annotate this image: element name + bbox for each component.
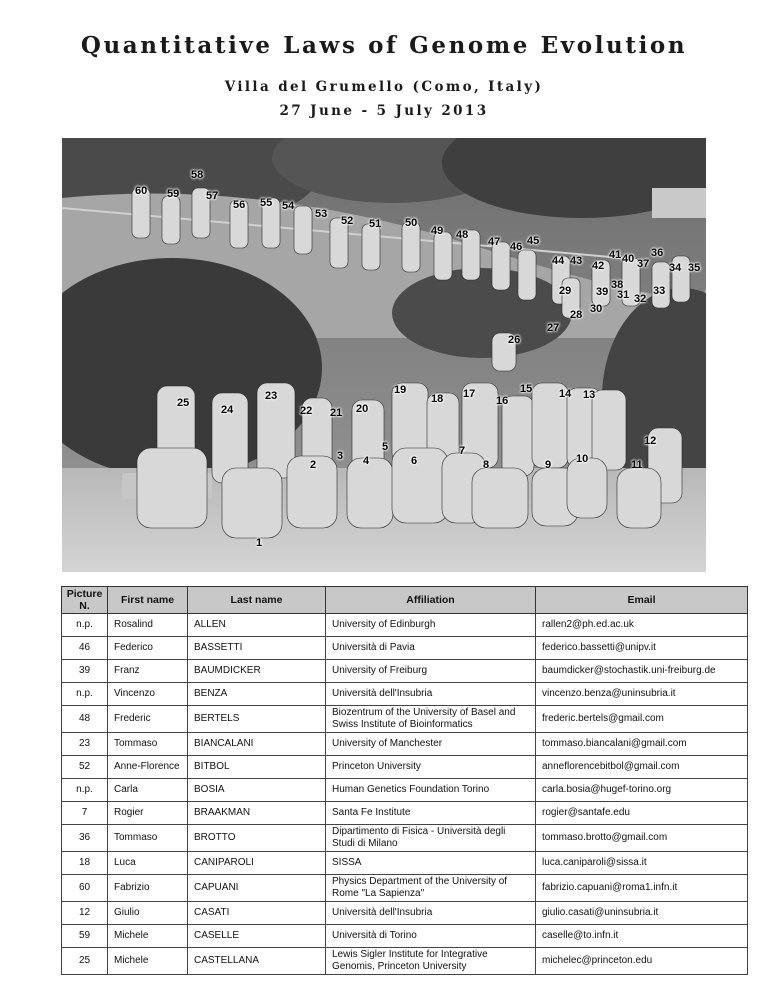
cell-first-name: Luca <box>108 852 188 875</box>
photo-label: 52 <box>341 215 354 227</box>
photo-label: 40 <box>622 253 635 265</box>
photo-label: 53 <box>315 208 328 220</box>
cell-affiliation: Lewis Sigler Institute for Integrative Genomis, Princeton University <box>326 948 536 975</box>
table-row <box>62 825 748 852</box>
cell-first-name: Anne-Florence <box>108 756 188 779</box>
table-row <box>62 683 748 706</box>
photo-label: 16 <box>496 395 509 407</box>
photo-label: 20 <box>356 403 369 415</box>
cell-affiliation: Biozentrum of the University of Basel and Swiss Institute of Bioinformatics <box>326 706 536 733</box>
photo-label: 35 <box>688 262 701 274</box>
cell-first-name: Giulio <box>108 902 188 925</box>
page-title: Quantitative Laws of Genome Evolution <box>80 32 688 59</box>
photo-label: 4 <box>363 455 370 467</box>
cell-email: tommaso.biancalani@gmail.com <box>536 733 748 756</box>
cell-last-name: CASELLE <box>188 925 326 948</box>
cell-last-name: BOSIA <box>188 779 326 802</box>
cell-last-name: BITBOL <box>188 756 326 779</box>
photo-label: 2 <box>310 459 317 471</box>
cell-last-name: BROTTO <box>188 825 326 852</box>
cell-picture-number: n.p. <box>62 683 108 706</box>
photo-label: 30 <box>590 303 603 315</box>
table-row <box>62 948 748 975</box>
cell-picture-number: n.p. <box>62 779 108 802</box>
photo-label: 38 <box>611 279 624 291</box>
cell-picture-number: 23 <box>62 733 108 756</box>
header-picture-number: Picture N. <box>62 587 108 614</box>
cell-affiliation: Physics Department of the University of Rome "La Sapienza" <box>326 875 536 902</box>
cell-email: rogier@santafe.edu <box>536 802 748 825</box>
header-email: Email <box>536 587 748 614</box>
photo-label: 51 <box>369 218 382 230</box>
photo-label: 60 <box>135 185 148 197</box>
cell-first-name: Michele <box>108 925 188 948</box>
photo-label: 15 <box>520 383 533 395</box>
table-row <box>62 637 748 660</box>
cell-affiliation: University of Manchester <box>326 733 536 756</box>
photo-label: 44 <box>552 255 565 267</box>
photo-label: 45 <box>527 235 540 247</box>
photo-label: 5 <box>382 441 389 453</box>
cell-email: rallen2@ph.ed.ac.uk <box>536 614 748 637</box>
cell-first-name: Vincenzo <box>108 683 188 706</box>
photo-label: 36 <box>651 247 664 259</box>
photo-label: 33 <box>653 285 666 297</box>
cell-picture-number: 18 <box>62 852 108 875</box>
photo-label: 29 <box>559 285 572 297</box>
photo-label: 50 <box>405 217 418 229</box>
cell-first-name: Franz <box>108 660 188 683</box>
cell-affiliation: University of Edinburgh <box>326 614 536 637</box>
table-row <box>62 875 748 902</box>
photo-label: 57 <box>206 190 219 202</box>
cell-last-name: BRAAKMAN <box>188 802 326 825</box>
photo-label: 23 <box>265 390 278 402</box>
cell-picture-number: 60 <box>62 875 108 902</box>
table-header-row <box>62 587 748 614</box>
header-affiliation: Affiliation <box>326 587 536 614</box>
cell-affiliation: Università di Pavia <box>326 637 536 660</box>
cell-affiliation: Università dell'Insubria <box>326 902 536 925</box>
cell-email: baumdicker@stochastik.uni-freiburg.de <box>536 660 748 683</box>
cell-email: carla.bosia@hugef-torino.org <box>536 779 748 802</box>
cell-affiliation: Human Genetics Foundation Torino <box>326 779 536 802</box>
cell-first-name: Tommaso <box>108 733 188 756</box>
venue-line: Villa del Grumello (Como, Italy) <box>224 79 544 95</box>
photo-label: 17 <box>463 388 476 400</box>
cell-last-name: CAPUANI <box>188 875 326 902</box>
cell-picture-number: 12 <box>62 902 108 925</box>
cell-email: frederic.bertels@gmail.com <box>536 706 748 733</box>
table-row <box>62 925 748 948</box>
cell-email: luca.caniparoli@sissa.it <box>536 852 748 875</box>
table-row <box>62 852 748 875</box>
group-photo-drawing <box>62 138 706 572</box>
photo-label: 42 <box>592 260 605 272</box>
table-row <box>62 902 748 925</box>
photo-label: 24 <box>221 404 234 416</box>
cell-picture-number: 46 <box>62 637 108 660</box>
cell-last-name: CANIPAROLI <box>188 852 326 875</box>
table-row <box>62 706 748 733</box>
cell-email: giulio.casati@uninsubria.it <box>536 902 748 925</box>
cell-affiliation: University of Freiburg <box>326 660 536 683</box>
cell-email: tommaso.brotto@gmail.com <box>536 825 748 852</box>
photo-label: 3 <box>337 450 344 462</box>
cell-email: caselle@to.infn.it <box>536 925 748 948</box>
cell-picture-number: 25 <box>62 948 108 975</box>
photo-label: 47 <box>488 236 501 248</box>
cell-last-name: BENZA <box>188 683 326 706</box>
cell-picture-number: 36 <box>62 825 108 852</box>
cell-email: fabrizio.capuani@roma1.infn.it <box>536 875 748 902</box>
cell-last-name: BIANCALANI <box>188 733 326 756</box>
table-row <box>62 660 748 683</box>
cell-picture-number: 59 <box>62 925 108 948</box>
cell-picture-number: 7 <box>62 802 108 825</box>
cell-first-name: Tommaso <box>108 825 188 852</box>
photo-label: 48 <box>456 229 469 241</box>
header-first-name: First name <box>108 587 188 614</box>
cell-affiliation: Università dell'Insubria <box>326 683 536 706</box>
cell-picture-number: n.p. <box>62 614 108 637</box>
photo-label: 58 <box>191 169 204 181</box>
cell-email: vincenzo.benza@uninsubria.it <box>536 683 748 706</box>
cell-affiliation: Princeton University <box>326 756 536 779</box>
dates-line: 27 June - 5 July 2013 <box>279 103 489 119</box>
cell-last-name: ALLEN <box>188 614 326 637</box>
photo-label: 11 <box>631 459 643 471</box>
photo-label: 21 <box>330 407 343 419</box>
table-row <box>62 802 748 825</box>
photo-label: 18 <box>431 393 444 405</box>
photo-label: 27 <box>547 322 560 334</box>
photo-label: 41 <box>609 249 622 261</box>
photo-label: 1 <box>256 537 263 549</box>
cell-first-name: Rogier <box>108 802 188 825</box>
photo-label: 10 <box>576 453 589 465</box>
photo-label: 59 <box>167 188 180 200</box>
cell-last-name: CASATI <box>188 902 326 925</box>
photo-label: 19 <box>394 384 407 396</box>
cell-first-name: Fabrizio <box>108 875 188 902</box>
cell-first-name: Carla <box>108 779 188 802</box>
cell-affiliation: Santa Fe Institute <box>326 802 536 825</box>
photo-label: 39 <box>596 286 609 298</box>
photo-label: 26 <box>508 334 521 346</box>
cell-last-name: BASSETTI <box>188 637 326 660</box>
photo-label: 54 <box>282 200 295 212</box>
photo-label: 28 <box>570 309 583 321</box>
photo-label: 37 <box>637 258 650 270</box>
photo-label: 9 <box>545 459 552 471</box>
cell-last-name: CASTELLANA <box>188 948 326 975</box>
cell-email: anneflorencebitbol@gmail.com <box>536 756 748 779</box>
cell-first-name: Rosalind <box>108 614 188 637</box>
cell-last-name: BAUMDICKER <box>188 660 326 683</box>
cell-email: michelec@princeton.edu <box>536 948 748 975</box>
cell-last-name: BERTELS <box>188 706 326 733</box>
photo-label: 22 <box>300 405 313 417</box>
cell-first-name: Michele <box>108 948 188 975</box>
group-photo <box>62 138 706 572</box>
cell-email: federico.bassetti@unipv.it <box>536 637 748 660</box>
photo-label: 12 <box>644 435 657 447</box>
cell-first-name: Frederic <box>108 706 188 733</box>
photo-label: 14 <box>559 388 572 400</box>
header-last-name: Last name <box>188 587 326 614</box>
photo-label: 32 <box>634 293 647 305</box>
photo-label: 34 <box>669 262 682 274</box>
cell-affiliation: Università di Torino <box>326 925 536 948</box>
cell-first-name: Federico <box>108 637 188 660</box>
photo-label: 8 <box>483 459 490 471</box>
photo-label: 7 <box>459 445 466 457</box>
photo-label: 31 <box>617 289 630 301</box>
cell-picture-number: 39 <box>62 660 108 683</box>
photo-label: 6 <box>411 455 418 467</box>
photo-label: 49 <box>431 225 444 237</box>
table-row <box>62 733 748 756</box>
table-row <box>62 756 748 779</box>
cell-affiliation: Dipartimento di Fisica - Università degli Studi di Milano <box>326 825 536 852</box>
cell-picture-number: 48 <box>62 706 108 733</box>
cell-picture-number: 52 <box>62 756 108 779</box>
photo-label: 25 <box>177 397 190 409</box>
photo-label: 13 <box>583 389 596 401</box>
table-row <box>62 614 748 637</box>
photo-label: 55 <box>260 197 273 209</box>
photo-label: 43 <box>570 255 583 267</box>
photo-label: 46 <box>510 241 523 253</box>
table-row <box>62 779 748 802</box>
participant-table <box>61 586 748 975</box>
photo-label: 56 <box>233 199 246 211</box>
cell-affiliation: SISSA <box>326 852 536 875</box>
